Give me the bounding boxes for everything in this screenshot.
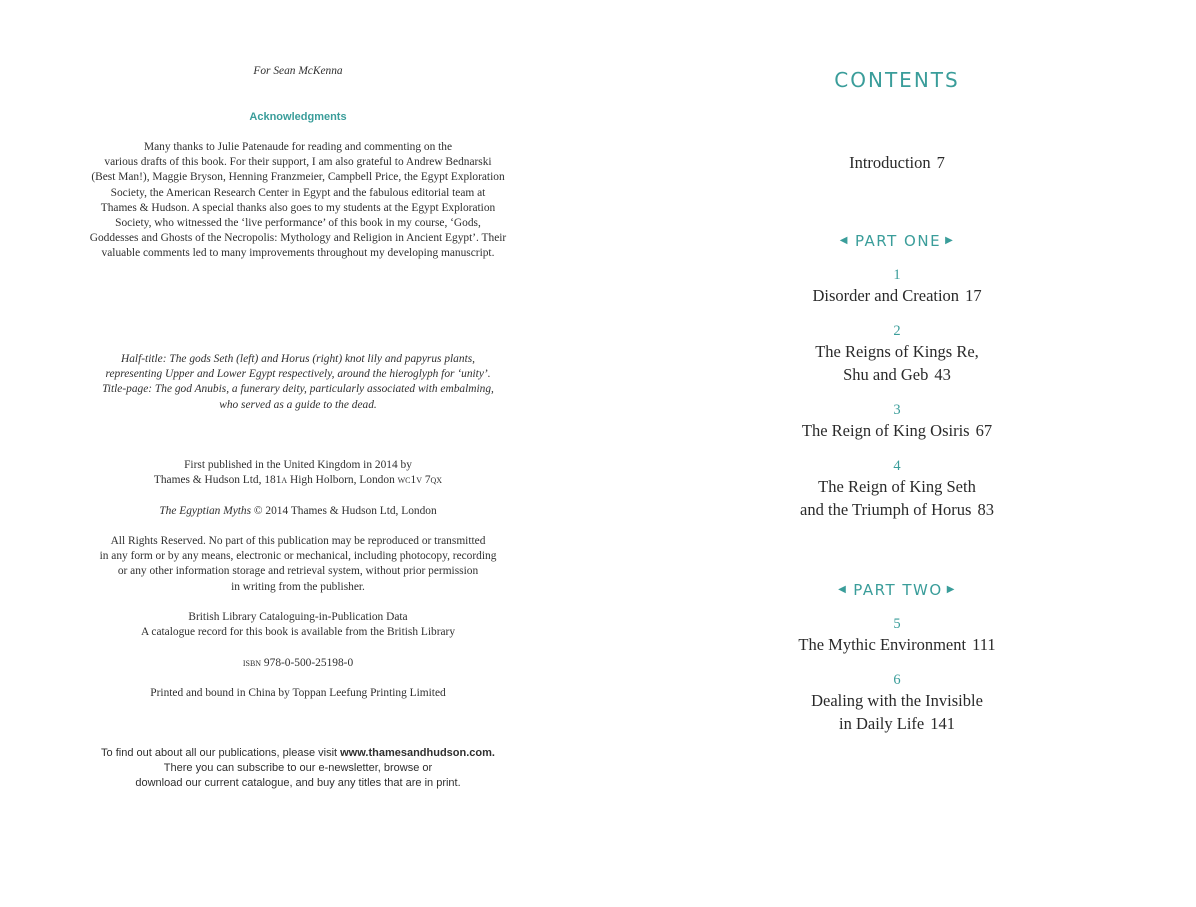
toc-page-number: 141 [930,714,955,733]
acknowledgments-line: various drafts of this book. For their support, I am also grateful to Andrew Bednarski [104,156,492,169]
publisher-address [60,473,536,488]
isbn-value: 978-0-500-25198-0 [261,656,354,669]
part-label: PART TWO [853,581,943,599]
part-two-heading [598,580,1196,601]
triangle-right-icon: ▶ [946,583,956,595]
toc-title: The Reigns of Kings Re, [815,342,979,361]
part-label: PART ONE [854,232,942,250]
cip-line: A catalogue record for this book is available from the British Library [140,626,456,639]
chapter-number: 6 [893,672,901,688]
toc-chapter-3[interactable] [598,402,1196,442]
toc-title: The Reign of King Seth [818,477,976,496]
promo-text: To find out about all our publications, please visit [101,747,341,759]
publisher-postcode: wc1v 7qx [397,474,443,487]
toc-introduction[interactable] [598,151,1196,174]
toc-chapter-1[interactable] [598,267,1196,307]
triangle-right-icon: ▶ [945,234,955,246]
triangle-left-icon: ◀ [838,583,848,595]
toc-page-number: 111 [972,635,996,654]
caption-line: Title-page: The god Anubis, a funerary deity, particularly associated with embalming, [102,383,494,396]
image-captions [60,352,536,413]
acknowledgments-line: Goddesses and Ghosts of the Necropolis: Mythology and Religion in Ancient Egypt’. Their [89,232,507,245]
toc-title: The Mythic Environment [798,635,967,654]
imprint [60,458,536,701]
toc-title: Disorder and Creation [812,286,960,305]
toc-page-number: 67 [975,421,993,440]
toc-title: in Daily Life [839,714,925,733]
rights-statement [60,534,536,595]
toc-page-number: 83 [977,500,994,519]
publisher-address-text: Thames & Hudson Ltd, 181 [153,474,282,487]
contents-title: CONTENTS [834,68,960,92]
caption-line: Half-title: The gods Seth (left) and Horus (right) knot lily and papyrus plants, [120,353,476,365]
part-one-heading [598,231,1196,252]
publisher-address-suffix: a [281,474,288,487]
contents-page [598,0,1196,907]
copyright-notice [60,504,536,519]
isbn [60,656,536,671]
toc-title: The Reign of King Osiris [801,421,970,440]
copyright-text: © 2014 Thames & Hudson Ltd, London [251,504,437,517]
chapter-number: 3 [893,402,901,418]
triangle-left-icon: ◀ [839,234,849,246]
caption-line: who served as a guide to the dead. [219,398,377,411]
cip-line: British Library Cataloguing-in-Publication Data [188,610,408,623]
toc-chapter-2[interactable] [598,323,1196,386]
rights-line: or any other information storage and retrieval system, without prior permission [117,565,479,578]
acknowledgments-body [60,140,536,262]
rights-line: All Rights Reserved. No part of this publication may be reproduced or transmitted [110,534,486,547]
acknowledgments-line: Society, the American Research Center in Egypt and the fabulous editorial team at [110,186,486,199]
chapter-number: 4 [893,458,901,474]
isbn-label: isbn [242,656,262,669]
acknowledgments-line: Many thanks to Julie Patenaude for reading and commenting on the [143,141,453,153]
toc-page-number: 7 [936,153,945,172]
printed-line: Printed and bound in China by Toppan Leefung Printing Limited [150,686,446,699]
acknowledgments-line: Society, who witnessed the ‘live performance’ of this book in my course, ‘Gods, [115,217,481,230]
toc-page-number: 17 [965,286,982,305]
publisher-promo [60,746,536,792]
first-published [60,458,536,488]
promo-text: download our current catalogue, and buy any titles that are in print. [135,777,461,790]
rights-line: in any form or by any means, electronic or mechanical, including photocopy, recording [99,550,497,563]
publisher-website-link[interactable]: www.thamesandhudson.com. [340,747,495,759]
acknowledgments-line: Thames & Hudson. A special thanks also goes to my students at the Egypt Exploration [100,201,496,214]
chapter-number: 5 [893,616,901,632]
toc-title: Dealing with the Invisible [811,691,983,710]
promo-text: There you can subscribe to our e-newsletter, browse or [163,762,433,775]
toc-chapter-4[interactable] [598,458,1196,521]
toc-chapter-5[interactable] [598,616,1196,656]
chapter-number: 1 [893,267,901,283]
printed-in [60,686,536,701]
chapter-number: 2 [893,323,901,339]
book-title: The Egyptian Myths [159,504,252,517]
cip-data [60,610,536,640]
acknowledgments-line: valuable comments led to many improvements throughout my developing manuscript. [101,247,495,260]
rights-line: in writing from the publisher. [231,580,365,593]
toc-title: and the Triumph of Horus [800,500,972,519]
toc-page-number: 43 [934,365,951,384]
acknowledgments-line: (Best Man!), Maggie Bryson, Henning Franzmeier, Campbell Price, the Egypt Exploration [91,171,505,184]
toc-title: Introduction [849,153,931,172]
acknowledgments-heading: Acknowledgments [249,111,347,123]
toc-title: Shu and Geb [843,365,929,384]
toc-chapter-6[interactable] [598,672,1196,735]
first-published-line: First published in the United Kingdom in 2014 by [184,459,412,471]
publisher-address-street: High Holborn, London [287,474,398,487]
dedication: For Sean McKenna [253,65,343,77]
caption-line: representing Upper and Lower Egypt respectively, around the hieroglyph for ‘unity’. [105,368,491,381]
